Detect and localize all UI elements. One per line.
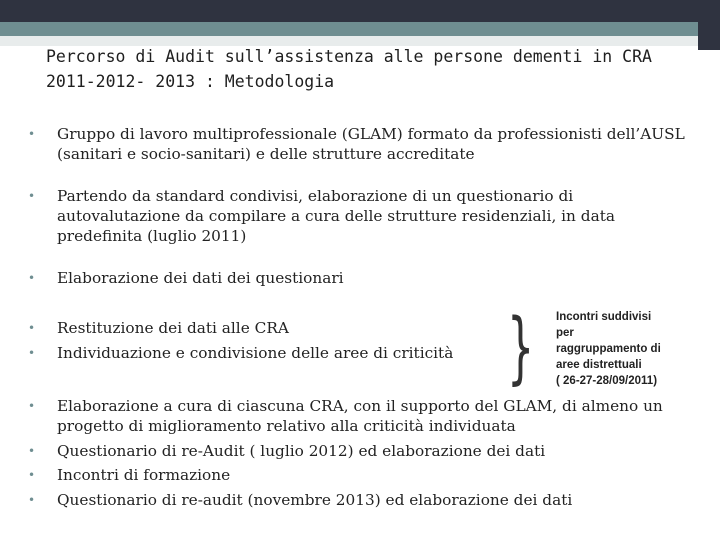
bullet-icon: • [28, 127, 36, 141]
bullet-text: Elaborazione dei dati dei questionari [57, 269, 344, 287]
bullet-item [28, 396, 698, 436]
bullet-text: Questionario di re-audit (novembre 2013) ed elaborazione dei dati [57, 491, 573, 509]
header-dark-band [0, 0, 720, 22]
side-note-line: per [556, 327, 574, 339]
side-note [556, 309, 720, 389]
header-corner-block [698, 22, 720, 50]
side-note-line: Incontri suddivisi [556, 311, 652, 323]
bullet-icon: • [28, 189, 36, 203]
bullet-item [28, 490, 572, 510]
bullet-item [28, 268, 344, 288]
bullet-item [28, 186, 698, 246]
bullet-icon: • [28, 468, 36, 482]
bullet-icon: • [28, 321, 36, 335]
bullet-item [28, 441, 545, 461]
side-note-line: aree distrettuali [556, 359, 642, 371]
bullet-icon: • [28, 346, 36, 360]
bullet-icon: • [28, 399, 36, 413]
side-note-line: raggruppamento di [556, 343, 661, 355]
slide-title [46, 44, 686, 94]
bullet-text: Questionario di re-Audit ( luglio 2012) ed elaborazione dei dati [57, 442, 546, 460]
bullet-text: Partendo da standard condivisi, elaborazione di un questionario di autovalutazione da compilare a cura delle strutture residenziali, in data predefinita (luglio 2011) [57, 187, 615, 245]
bullet-text: Gruppo di lavoro multiprofessionale (GLAM) formato da professionisti dell’AUSL (sanitari e socio-sanitari) e delle strutture accreditate [57, 125, 685, 163]
bullet-icon: • [28, 444, 36, 458]
slide-title-line-1: Percorso di Audit sull’assistenza alle persone dementi in CRA [46, 47, 652, 66]
bullet-text: Individuazione e condivisione delle aree di criticità [57, 344, 454, 362]
side-note-line: ( 26-27-28/09/2011) [556, 375, 658, 387]
bullet-icon: • [28, 493, 36, 507]
bullet-text: Elaborazione a cura di ciascuna CRA, con il supporto del GLAM, di almeno un progetto di miglioramento relativo alla criticità individuata [57, 397, 663, 435]
slide-title-line-2: 2011-2012- 2013 : Metodologia [46, 72, 335, 91]
bullet-text: Restituzione dei dati alle CRA [57, 319, 289, 337]
bullet-item [28, 318, 289, 338]
bullet-text: Incontri di formazione [57, 466, 231, 484]
header-teal-band [0, 22, 698, 36]
bullet-item [28, 124, 698, 164]
bullet-icon: • [28, 271, 36, 285]
bullet-item [28, 343, 453, 363]
bullet-item [28, 465, 230, 485]
brace-icon: } [507, 303, 535, 393]
